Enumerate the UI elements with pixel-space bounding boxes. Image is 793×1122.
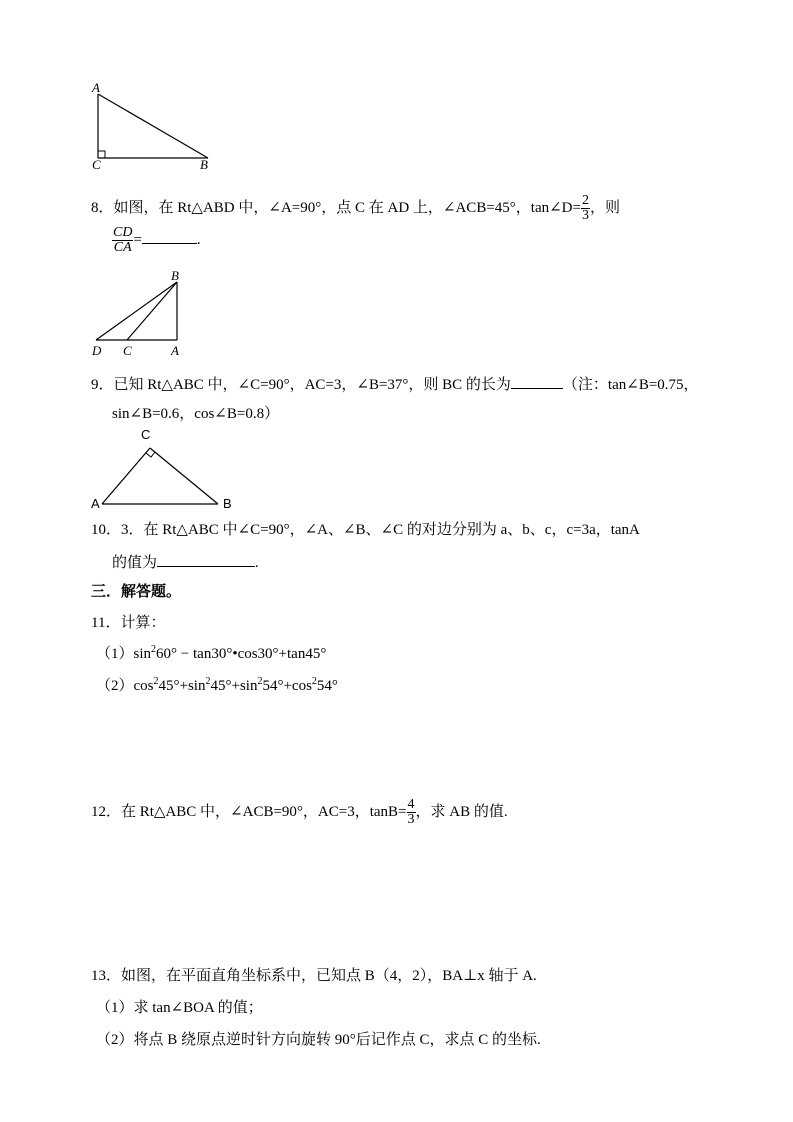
fig2-label-d: D [92, 343, 102, 358]
question-13-line1: 13．如图，在平面直角坐标系中，已知点 B（4，2），BA⊥x 轴于 A. [91, 968, 537, 984]
q12-prefix: 12．在 Rt△ABC 中，∠ACB=90°，AC=3，tanB= [91, 803, 407, 820]
question-9-line2 [112, 404, 279, 424]
q9-line1-end: （注：tan∠B=0.75， [562, 377, 699, 393]
q8-fraction-denominator: 3 [581, 208, 589, 223]
figure-triangle-abc [96, 440, 226, 510]
q8-tan-fraction [581, 194, 590, 223]
q11-p1-label: （1） [96, 646, 134, 662]
q8-ratio-fraction [112, 226, 133, 255]
fig1-label-a: A [92, 80, 100, 95]
question-13-line2: （1）求 tan∠BOA 的值； [96, 1000, 263, 1016]
q12-fraction-numerator: 4 [407, 797, 415, 812]
triangle-abc-svg [96, 440, 226, 510]
q8-fraction-numerator: 2 [581, 193, 589, 208]
question-11-part2 [96, 676, 338, 696]
fig3-label-a: A [91, 496, 100, 511]
question-10-line2 [112, 552, 259, 573]
q8-ratio-numerator: CD [113, 225, 133, 240]
q12-fraction-denominator: 3 [407, 812, 415, 827]
q9-line2: sin∠B=0.6，cos∠B=0.8） [112, 406, 280, 422]
fig1-label-b: B [200, 157, 208, 172]
q11-p2-label: （2） [96, 678, 134, 694]
q8-period: . [196, 231, 201, 248]
q8-suffix: ，则 [589, 199, 620, 216]
q12-tan-fraction [407, 798, 416, 827]
fig3-label-c: C [141, 427, 151, 442]
q11-p1-expression: $\sin^260^\circ$ − tan30°•cos30°+tan45° [133, 644, 327, 662]
q8-answer-blank [142, 229, 197, 244]
question-9-line1 [91, 374, 699, 395]
question-10-line1 [91, 520, 640, 540]
question-11-title: 11．计算： [91, 615, 166, 631]
q10-line1: 10．3．在 Rt△ABC 中∠C=90°，∠A、∠B、∠C 的对边分别为 a、b、c，c=3a，tanA [91, 522, 640, 538]
q10-period: . [255, 555, 259, 571]
q10-line2: 的值为 [112, 555, 158, 571]
question-8-line1 [91, 194, 620, 223]
question-13-line3: （2）将点 B 绕原点逆时针方向旋转 90°后记作点 C，求点 C 的坐标. [96, 1032, 541, 1048]
question-11-part1 [96, 644, 326, 664]
fig2-label-b: B [171, 268, 179, 283]
section-3-title: 三．解答题。 [91, 584, 182, 600]
fig1-label-c: C [92, 157, 101, 172]
fig2-label-a: A [171, 343, 179, 358]
q10-answer-blank [157, 552, 255, 567]
q9-answer-blank [511, 374, 563, 389]
q11-p2-expression: $\cos^245^\circ+\sin^245^\circ+\sin^254^\circ+\cos^254^\circ$ [133, 676, 338, 694]
q8-ratio-denominator: CA [113, 240, 132, 255]
question-8-line2 [112, 226, 201, 255]
q8-equals: = [133, 231, 142, 248]
figure-triangle-acb [88, 80, 218, 175]
fig2-label-c: C [123, 343, 132, 358]
triangle-acb-svg [88, 80, 218, 175]
q9-line1: 9．已知 Rt△ABC 中，∠C=90°，AC=3，∠B=37°，则 BC 的长为 [91, 377, 511, 393]
fig3-label-b: B [223, 496, 232, 511]
q12-suffix: ，求 AB 的值. [415, 803, 508, 820]
question-12 [91, 798, 508, 827]
q8-prefix: 8．如图，在 Rt△ABD 中，∠A=90°，点 C 在 AD 上，∠ACB=45°，tan∠D= [91, 199, 581, 216]
